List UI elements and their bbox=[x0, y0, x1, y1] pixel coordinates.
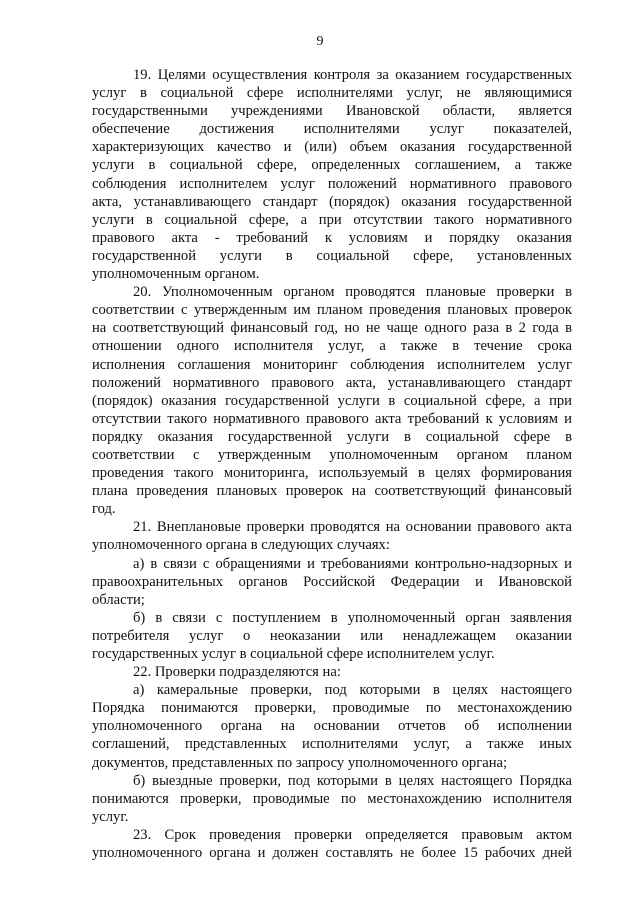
text-line: (порядок) оказания государственной услуги в социальной сфере, а при bbox=[92, 392, 572, 409]
text-line: услуг в социальной сфере исполнителями услуг, не являющимися bbox=[92, 85, 572, 102]
text-line: проведения такого мониторинга, используемый в целях формирования bbox=[92, 465, 572, 482]
text-line: соответствии с утвержденным уполномоченным органом планом bbox=[92, 446, 572, 463]
text-line: Порядка понимаются проверки, проводимые по местонахождению bbox=[92, 700, 572, 717]
text-line: уполномоченным органом. bbox=[92, 266, 260, 283]
text-line: а) в связи с обращениями и требованиями контрольно-надзорных и bbox=[133, 555, 572, 572]
text-line: 21. Внеплановые проверки проводятся на основании правового акта bbox=[133, 519, 572, 536]
text-line: услуг. bbox=[92, 808, 129, 825]
text-line: а) камеральные проверки, под которыми в целях настоящего bbox=[133, 682, 572, 699]
text-line: правоохранительных органов Российской Федерации и Ивановской bbox=[92, 573, 572, 590]
text-line: 22. Проверки подразделяются на: bbox=[133, 664, 341, 681]
text-line: потребителя услуг о неоказании или ненадлежащем оказании bbox=[92, 627, 572, 644]
text-line: год. bbox=[92, 501, 116, 518]
text-line: государственной услуги в социальной сфере, установленных bbox=[92, 247, 572, 264]
text-line: документов, представленных по запросу уполномоченного органа; bbox=[92, 754, 508, 771]
text-line: исполнения соглашения мониторинг соблюдения исполнителем услуг bbox=[92, 356, 572, 373]
text-line: государственными учреждениями Ивановской области, является bbox=[92, 103, 572, 120]
page-number: 9 bbox=[316, 34, 324, 49]
text-line: услуги в социальной сфере, а при отсутствии такого нормативного bbox=[92, 211, 572, 228]
text-line: акта, устанавливающего стандарт (порядок) оказания государственной bbox=[92, 193, 572, 210]
text-line: на соответствующий финансовый год, но не чаще одного раза в 2 года в bbox=[92, 320, 572, 337]
text-line: соблюдения исполнителем услуг положений нормативного правового bbox=[92, 175, 572, 192]
text-line: 20. Уполномоченным органом проводятся плановые проверки в bbox=[133, 284, 572, 301]
text-line: 23. Срок проведения проверки определяется правовым актом bbox=[133, 826, 572, 843]
text-line: соответствии с утвержденным им планом проведения плановых проверок bbox=[92, 302, 572, 319]
text-line: уполномоченного органа в следующих случаях: bbox=[92, 537, 390, 554]
text-line: б) выездные проверки, под которыми в целях настоящего Порядка bbox=[133, 772, 572, 789]
text-line: характеризующих качество и (или) объем оказания государственной bbox=[92, 139, 572, 156]
text-line: порядку оказания государственной услуги в социальной сфере в bbox=[92, 428, 572, 445]
text-line: области; bbox=[92, 591, 145, 608]
text-line: отношении одного исполнителя услуг, а также в течение срока bbox=[92, 338, 572, 355]
text-line: обеспечение достижения исполнителями услуг показателей, bbox=[92, 121, 572, 138]
text-line: 19. Целями осуществления контроля за оказанием государственных bbox=[133, 67, 572, 83]
text-line: соглашений, представленных исполнителями услуг, а также иных bbox=[92, 736, 572, 753]
text-line: б) в связи с поступлением в уполномоченный орган заявления bbox=[133, 609, 572, 626]
text-line: уполномоченного органа на основании отчетов об исполнении bbox=[92, 718, 572, 735]
text-line: отсутствии такого нормативного правового акта требований к условиям и bbox=[92, 410, 572, 427]
text-line: понимаются проверки, проводимые по местонахождению исполнителя bbox=[92, 790, 572, 807]
text-line: государственных услуг в социальной сфере исполнителем услуг. bbox=[92, 646, 495, 662]
text-line: уполномоченного органа и должен составлять не более 15 рабочих дней bbox=[92, 845, 572, 862]
text-line: услуги в социальной сфере, определенных соглашением, а также bbox=[92, 157, 572, 174]
document-body bbox=[92, 66, 572, 862]
text-line: положений нормативного правового акта, устанавливающего стандарт bbox=[92, 374, 572, 391]
text-line: плана проведения плановых проверок на соответствующий финансовый bbox=[92, 483, 572, 500]
text-line: правового акта - требований к условиям и порядку оказания bbox=[92, 229, 572, 246]
